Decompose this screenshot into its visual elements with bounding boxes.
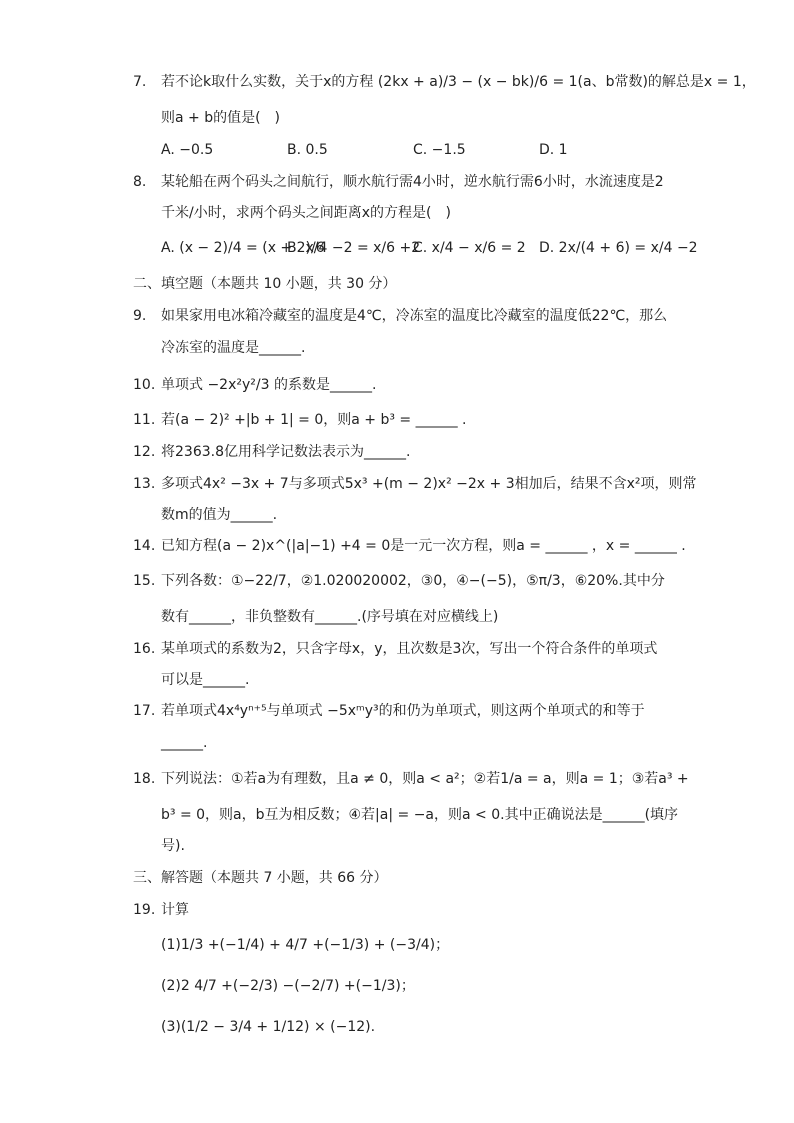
question-number: 7. [133, 74, 147, 90]
question-text-line: 若不论k取什么实数，关于x的方程 (2kx + a)/3 − (x − bk)/6 = 1(a、b常数)的解总是x = 1， [161, 74, 756, 90]
option-d[interactable]: D. 2x/(4 + 6) = x/4 −2 [539, 240, 698, 256]
sub-question: (3)(1/2 − 3/4 + 1/12) × (−12). [161, 1019, 376, 1035]
question-18-line3 [161, 836, 185, 856]
q19-part-1 [161, 935, 449, 955]
question-number: 14. [133, 538, 156, 554]
question-text-line: 则a + b的值是( ) [161, 110, 281, 126]
question-number: 15. [133, 573, 156, 589]
question-number: 18. [133, 771, 156, 787]
section-heading: 二、填空题（本题共 10 小题，共 30 分） [133, 276, 397, 292]
question-text-line: 冷冻室的温度是______. [161, 340, 306, 356]
question-text-line: 数m的值为______. [161, 507, 278, 523]
question-text-line: 下列说法：①若a为有理数，且a ≠ 0，则a < a²；②若1/a = a，则a = 1；③若a³ + [161, 771, 689, 787]
question-text-line: b³ = 0，则a，b互为相反数；④若|a| = −a，则a < 0.其中正确说法是______(填序 [161, 807, 679, 823]
question-number: 19. [133, 902, 156, 918]
section-heading: 三、解答题（本题共 7 小题，共 66 分） [133, 870, 388, 886]
question-number: 17. [133, 703, 156, 719]
question-text-line: 数有______，非负整数有______.(序号填在对应横线上) [161, 609, 499, 625]
question-number: 13. [133, 476, 156, 492]
question-title: 计算 [161, 902, 189, 918]
option-c[interactable]: C. x/4 − x/6 = 2 [413, 240, 526, 256]
question-7 [0, 72, 794, 132]
question-7-line2 [161, 108, 280, 128]
option-a[interactable]: A. −0.5 [161, 142, 214, 158]
question-text-line: 号). [161, 838, 185, 854]
question-8-line2 [161, 203, 451, 223]
question-number: 8. [133, 174, 147, 190]
question-number: 12. [133, 444, 156, 460]
question-17-line2 [161, 733, 207, 753]
question-number: 9. [133, 308, 147, 324]
option-b[interactable]: B. 0.5 [287, 142, 328, 158]
q19-part-2 [161, 976, 415, 996]
question-text-line: 如果家用电冰箱冷藏室的温度是4℃，冷冻室的温度比冷藏室的温度低22℃，那么 [161, 308, 668, 324]
question-text-line: 将2363.8亿用科学记数法表示为______. [161, 444, 411, 460]
question-text-line: 某轮船在两个码头之间航行，顺水航行需4小时，逆水航行需6小时，水流速度是2 [161, 174, 664, 190]
question-text-line: 某单项式的系数为2，只含字母x，y，且次数是3次，写出一个符合条件的单项式 [161, 641, 658, 657]
question-text-line: 已知方程(a − 2)x^(|a|−1) +4 = 0是一元一次方程，则a = ______ ，x = ______ . [161, 538, 686, 554]
sub-question: (1)1/3 +(−1/4) + 4/7 +(−1/3) + (−3/4)； [161, 937, 450, 953]
question-text-line: 下列各数：①−22/7，②1.020020002，③0，④−(−5)，⑤π/3，⑥20%.其中分 [161, 573, 665, 589]
option-c[interactable]: C. −1.5 [413, 142, 466, 158]
question-text-line: 千米/小时，求两个码头之间距离x的方程是( ) [161, 205, 451, 221]
question-15-line2 [161, 607, 498, 627]
question-text-line: 若单项式4x⁴yⁿ⁺⁵与单项式 −5xᵐy³的和仍为单项式，则这两个单项式的和等于 [161, 703, 645, 719]
question-18-line2 [161, 805, 678, 825]
question-number: 16. [133, 641, 156, 657]
question-16-line2 [161, 670, 249, 690]
question-13-line2 [161, 505, 277, 525]
question-number: 11. [133, 412, 156, 428]
question-text-line: 可以是______. [161, 672, 250, 688]
question-9-line2 [161, 338, 305, 358]
question-text-line: 若(a − 2)² +|b + 1| = 0，则a + b³ = ______ . [161, 412, 467, 428]
q19-part-3 [161, 1017, 375, 1037]
question-text-line: 单项式 −2x²y²/3 的系数是______. [161, 377, 377, 393]
question-text-line: 多项式4x² −3x + 7与多项式5x³ +(m − 2)x² −2x + 3相加后，结果不含x²项，则常 [161, 476, 697, 492]
option-b[interactable]: B. x/4 −2 = x/6 +2 [287, 240, 421, 256]
option-a[interactable]: A. (x − 2)/4 = (x + 2)/6 [161, 240, 325, 256]
question-text-line: ______. [161, 735, 208, 751]
option-d[interactable]: D. 1 [539, 142, 568, 158]
question-number: 10. [133, 377, 156, 393]
sub-question: (2)2 4/7 +(−2/3) −(−2/7) +(−1/3)； [161, 978, 415, 994]
